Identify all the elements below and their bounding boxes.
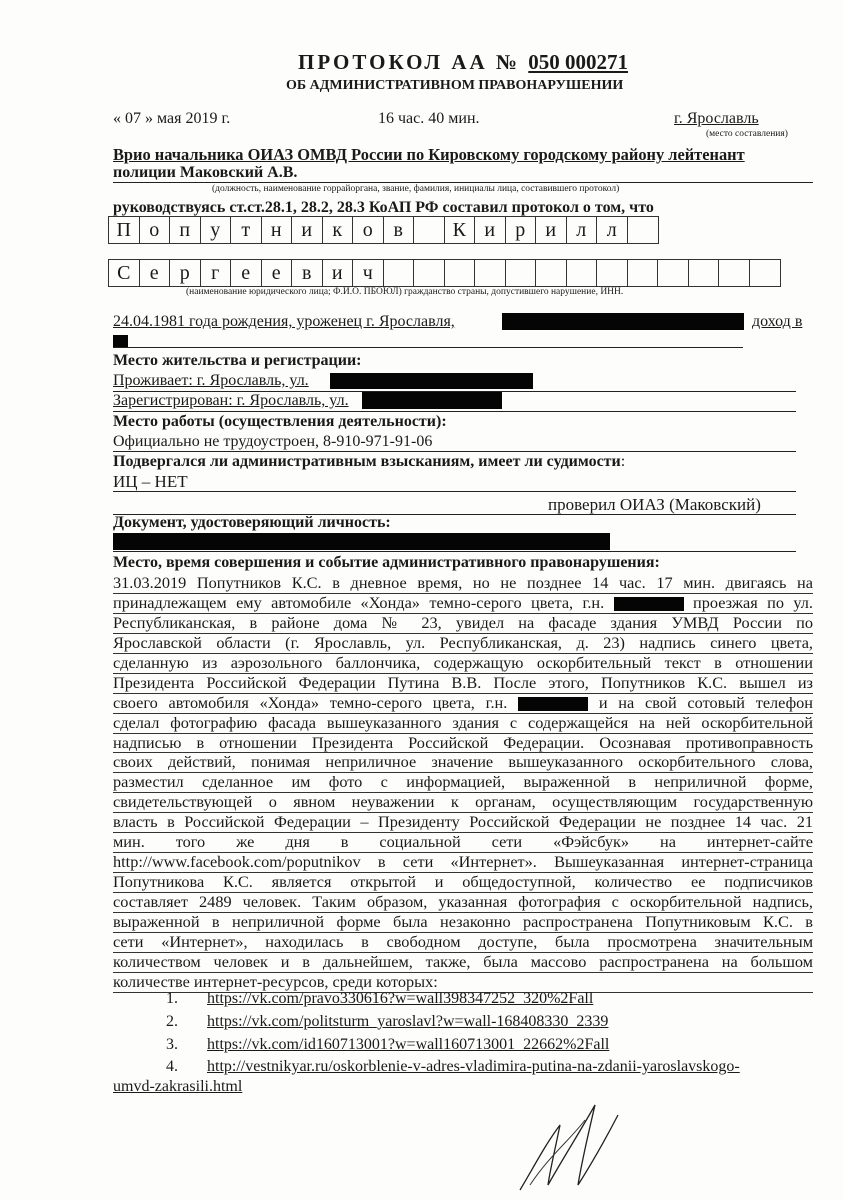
protocol-title: [298, 50, 628, 75]
redacted-block: [113, 533, 610, 550]
offense-line: Президента Российской Федерации Путина В.В. После этого, Попутников К.С. вышел из: [113, 673, 813, 692]
offense-line: Попутникова К.С. является открытой и общедоступной, количество ее подписчиков: [113, 873, 813, 892]
source-link-3[interactable]: https://vk.com/id160713001?w=wall160713001_22662%2Fall: [207, 1036, 610, 1053]
offense-heading: Место, время совершения и событие административного правонарушения:: [113, 554, 660, 571]
source-link-4[interactable]: http://vestnikyar.ru/oskorblenie-v-adres-vladimira-putina-na-zdanii-yaroslavskogo-: [207, 1058, 740, 1075]
offense-line: выраженной в неприличной форме была незаконно распространена Попутниковым К.С. в: [113, 912, 813, 931]
residence-heading: Место жительства и регистрации:: [113, 352, 362, 369]
letter-box: [414, 260, 445, 286]
offense-line: составляет 2489 человек. Таким образом, указанная фотография с оскорбительной надпись,: [113, 893, 813, 911]
basis-text: руководствуясь ст.ст.28.1, 28.2, 28.3 КоАП РФ составил протокол о том, что: [113, 199, 654, 216]
redacted-block: [330, 373, 533, 389]
source-link-4-continued[interactable]: umvd-zakrasili.html: [113, 1078, 243, 1095]
offense-line: сделал фотографию фасада вышеуказанного здания с содержащейся на ней оскорбительной: [113, 713, 813, 732]
offense-line: сети «Интернет», находилась в свободном доступе, была просмотрена значительным: [113, 932, 813, 951]
offense-line: Ярославской области (г. Ярославль, ул. Республиканская, д. 23) надпись синего цвета,: [113, 633, 813, 652]
letter-box: [445, 260, 476, 286]
offense-line: мин. того же дня в социальной сети «Фэйсбук» на интернет-сайте: [113, 833, 813, 852]
officer-underline: [113, 182, 813, 183]
letter-box: е: [231, 260, 262, 286]
offense-line: принадлежащем ему автомобиле «Хонда» темно-серого цвета, г.н. проезжая по ул.: [113, 593, 813, 612]
letter-box: т: [231, 217, 262, 243]
letter-box: [658, 260, 689, 286]
letter-box: [750, 260, 781, 286]
letter-box: и: [536, 217, 567, 243]
source-link-1[interactable]: https://vk.com/pravo330616?w=wall398347252_320%2Fall: [207, 990, 594, 1007]
letter-box: и: [323, 260, 354, 286]
work-value: Официально не трудоустроен, 8-910-971-91-06: [113, 433, 433, 450]
patronymic-boxes: [108, 259, 781, 287]
offense-line: власть в Российской Федерации – Президенту Российской Федерации не позднее 14 час. 21: [113, 813, 813, 832]
letter-box: [414, 217, 445, 243]
letter-box: [719, 260, 750, 286]
work-underline: [113, 451, 796, 452]
record-heading: [113, 453, 625, 471]
letter-box: п: [170, 217, 201, 243]
title-prefix: ПРОТОКОЛ АА №: [298, 50, 521, 74]
offense-line: 31.03.2019 Попутников К.С. в дневное время, но не позднее 14 час. 17 мин. двигаясь на: [113, 574, 813, 592]
offense-line: своего автомобиля «Хонда» темно-серого цвета, г.н. и на свой сотовый телефон: [113, 693, 813, 712]
letter-box: к: [323, 217, 354, 243]
letter-box: г: [201, 260, 232, 286]
link-number: 3.: [166, 1036, 178, 1053]
letter-box: о: [353, 217, 384, 243]
offense-description: [113, 574, 813, 993]
letter-box: р: [170, 260, 201, 286]
date-field: « 07 » мая 2019 г.: [113, 110, 231, 127]
birth-underline: [113, 347, 743, 348]
letter-box: [475, 260, 506, 286]
letter-box: у: [201, 217, 232, 243]
redacted-plate: [614, 597, 684, 611]
letter-box: р: [506, 217, 537, 243]
letter-box: [567, 260, 598, 286]
letter-box: П: [109, 217, 140, 243]
protocol-subtitle: ОБ АДМИНИСТРАТИВНОМ ПРАВОНАРУШЕНИИ: [286, 78, 624, 93]
officer-caption: (должность, наименование горрайоргана, звание, фамилия, инициалы лица, составившего протокол): [212, 184, 620, 194]
lives-text: Проживает: г. Ярославль, ул.: [113, 372, 309, 389]
birth-text: 24.04.1981 года рождения, уроженец г. Ярославля,: [113, 313, 455, 330]
place-caption: (место составления): [706, 129, 788, 139]
record-value: ИЦ – НЕТ: [113, 472, 188, 491]
letter-box: л: [567, 217, 598, 243]
offense-line: свидетельствующей о явном неуважении к органам, осуществляющим государственную: [113, 793, 813, 812]
letter-box: [536, 260, 567, 286]
work-heading: Место работы (осуществления деятельности):: [113, 413, 447, 430]
document-heading: Документ, удостоверяющий личность:: [113, 514, 391, 531]
record-heading-text: Подвергался ли административным взысканиям, имеет ли судимости: [113, 453, 621, 470]
document-underline: [113, 551, 796, 552]
surname-name-boxes: [108, 216, 659, 244]
letter-box: [689, 260, 720, 286]
redacted-block: [113, 335, 128, 347]
letter-box: в: [384, 217, 415, 243]
letter-box: и: [475, 217, 506, 243]
record-underline: [113, 491, 796, 492]
letter-box: е: [262, 260, 293, 286]
officer-line-2: полиции Маковский А.В.: [113, 164, 298, 181]
redacted-block: [362, 392, 502, 409]
offense-line: надписью в отношении Президента Российской Федерации. Осознавая противоправность: [113, 733, 813, 752]
letter-box: и: [292, 217, 323, 243]
letter-box: е: [140, 260, 171, 286]
redacted-plate: [518, 697, 588, 711]
place-field: г. Ярославль: [674, 110, 759, 127]
offense-line: http://www.facebook.com/poputnikov в сети «Интернет». Вышеуказанная интернет-страница: [113, 853, 813, 872]
record-checked: проверил ОИАЗ (Маковский): [548, 495, 761, 514]
letter-box: [597, 260, 628, 286]
offender-caption: (наименование юридического лица; Ф.И.О. ПБОЮЛ) гражданство страны, допустившего нарушение, ИНН.: [186, 287, 624, 297]
source-link-2[interactable]: https://vk.com/politsturm_yaroslavl?w=wall-168408330_2339: [207, 1013, 609, 1030]
link-number: 4.: [166, 1058, 178, 1075]
officer-line-1: Врио начальника ОИАЗ ОМВД России по Кировскому городскому району лейтенант: [113, 145, 745, 164]
letter-box: [506, 260, 537, 286]
letter-box: л: [597, 217, 628, 243]
letter-box: К: [445, 217, 476, 243]
redacted-block: [502, 313, 744, 330]
letter-box: о: [140, 217, 171, 243]
letter-box: н: [262, 217, 293, 243]
link-number: 2.: [166, 1013, 178, 1030]
letter-box: ч: [353, 260, 384, 286]
offense-line: количестве интернет-ресурсов, среди которых:: [113, 973, 813, 993]
income-text: доход в: [752, 313, 803, 330]
record-colon: :: [620, 453, 626, 470]
offense-line: Республиканская, в районе дома № 23, увидел на фасаде здания УМВД России по: [113, 613, 813, 632]
offense-line: разместил сделанное им фото с информацией, выраженной в неприличной форме,: [113, 773, 813, 792]
letter-box: в: [292, 260, 323, 286]
protocol-number: 050 000271: [528, 50, 629, 74]
letter-box: [628, 217, 659, 243]
letter-box: С: [109, 260, 140, 286]
letter-box: [628, 260, 659, 286]
offense-line: количеством человек и в дальнейшем, также, была массово распространена на большом: [113, 952, 813, 971]
time-field: 16 час. 40 мин.: [378, 110, 480, 127]
signature-icon: [500, 1085, 630, 1195]
registered-text: Зарегистрирован: г. Ярославль, ул.: [113, 392, 349, 409]
link-number: 1.: [166, 990, 178, 1007]
offense-line: своих действий, понимая неприличное значение вышеуказанного оскорбительного слова,: [113, 753, 813, 772]
registered-underline: [113, 411, 796, 412]
offense-line: сделанную из аэрозольного баллончика, содержащую оскорбительный текст в отношении: [113, 653, 813, 672]
letter-box: [384, 260, 415, 286]
